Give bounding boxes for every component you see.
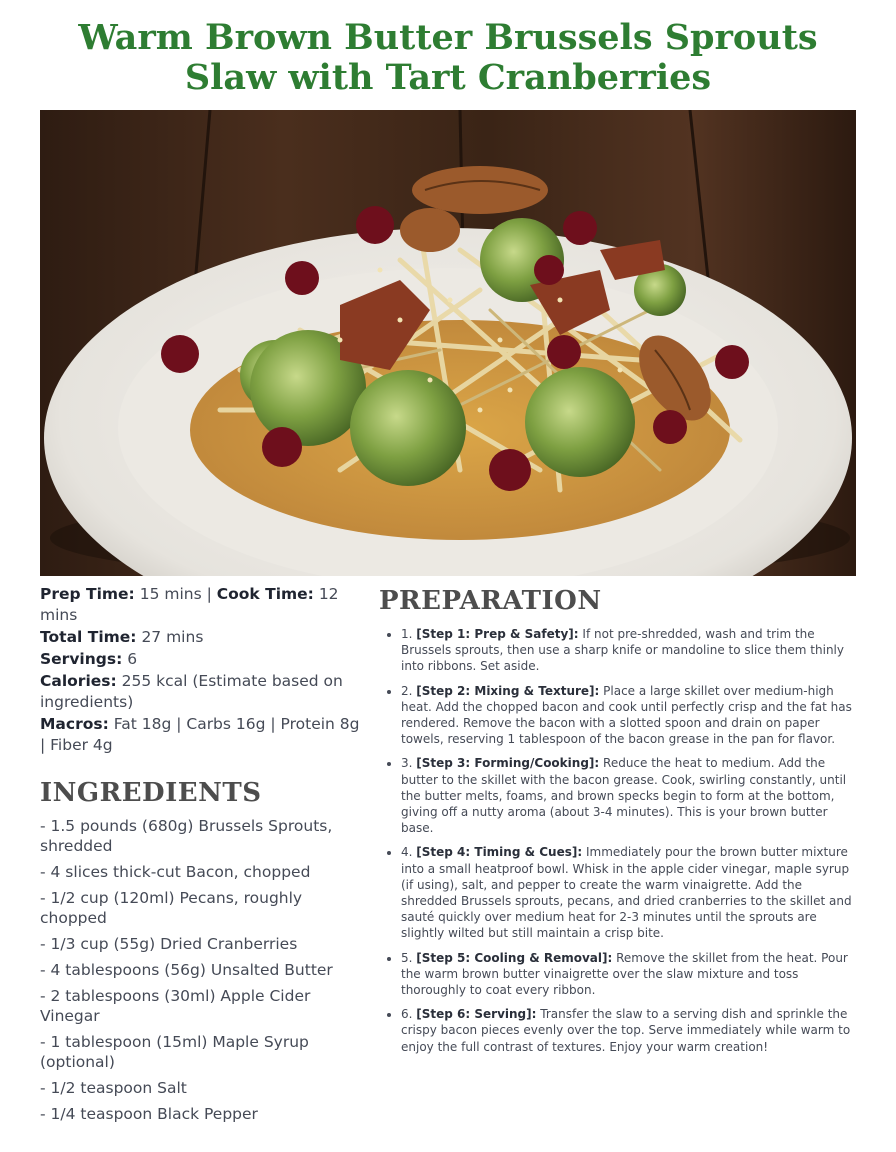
prep-time: 15 mins xyxy=(139,585,202,603)
step-label: [Step 6: Serving]: xyxy=(416,1007,537,1022)
step-label: [Step 2: Mixing & Texture]: xyxy=(416,683,600,698)
total-time-line: Total Time: 27 mins xyxy=(40,628,204,646)
step-item: • 1. [Step 1: Prep & Safety]: If not pre-shredded, wash and trim the Brussels sprouts, then use a sharp knife or mandoline to slice them thinly into ribbons. Set aside. xyxy=(401,626,856,675)
ingredient-item: - 4 slices thick-cut Bacon, chopped xyxy=(40,863,311,881)
total-time: 27 mins xyxy=(141,628,204,646)
servings: 6 xyxy=(127,650,138,668)
ingredients-heading: INGREDIENTS xyxy=(40,778,262,808)
step-label: [Step 5: Cooling & Removal]: xyxy=(416,950,613,965)
step-label: [Step 3: Forming/Cooking]: xyxy=(416,756,600,771)
step-text: Immediately pour the brown butter mixture into a small heatproof bowl. Whisk in the apple cider vinegar, maple syrup (if using), salt, and pepper to create the warm vinaigrette. Add the shredded Brussels sprouts, pecans, and dried cranberries to the skillet and sauté quickly over medium heat for 2-3 minutes until the sprouts are slightly wilted but still maintain a crisp bite. xyxy=(401,845,852,941)
step-text: If not pre-shredded, wash and trim the Brussels sprouts, then use a sharp knife or mandoline to slice them thinly into ribbons. Set aside. xyxy=(401,627,844,674)
macros: Fat 18g | Carbs 16g | Protein 8g | Fiber 4g xyxy=(40,715,360,754)
step-label: [Step 4: Timing & Cues]: xyxy=(416,845,583,860)
step-text: Reduce the heat to medium. Add the butter to the skillet with the bacon grease. Cook, swirling constantly, until the butter melts, foams, and brown specks begin to form at the bottom, giving off a nutty aroma (about 3-4 minutes). This is your brown butter base. xyxy=(401,756,847,836)
step-text: Place a large skillet over medium-high heat. Add the chopped bacon and cook until perfectly crisp and the fat has rendered. Remove the bacon with a slotted spoon and drain on paper towels, reserving 1 tablespoon of the bacon grease in the pan for flavor. xyxy=(401,683,852,747)
calories-line: Calories: 255 kcal (Estimate based on ingredients) xyxy=(40,672,343,711)
step-item: • 5. [Step 5: Cooling & Removal]: Remove the skillet from the heat. Pour the warm brown butter vinaigrette over the slaw mixture and toss thoroughly to coat every ribbon. xyxy=(401,950,856,999)
ingredient-item: - 1/2 cup (120ml) Pecans, roughly chopped xyxy=(40,889,303,927)
preparation-heading: PREPARATION xyxy=(379,586,602,616)
recipe-meta xyxy=(40,584,362,756)
step-text: Transfer the slaw to a serving dish and sprinkle the crispy bacon pieces evenly over the top. Serve immediately while warm to enjoy the full contrast of textures. Enjoy your warm creation! xyxy=(401,1007,851,1054)
step-item: • 4. [Step 4: Timing & Cues]: Immediately pour the brown butter mixture into a small heatproof bowl. Whisk in the apple cider vinegar, maple syrup (if using), salt, and pepper to create the warm vinaigrette. Add the shredded Brussels sprouts, pecans, and dried cranberries to the skillet and sauté quickly over medium heat for 2-3 minutes until the sprouts are slightly wilted but still maintain a crisp bite. xyxy=(401,844,856,941)
recipe-photo xyxy=(40,110,856,576)
cook-time: 12 mins xyxy=(40,585,339,624)
step-label: [Step 1: Prep & Safety]: xyxy=(416,627,579,641)
step-item: • 6. [Step 6: Serving]: Transfer the slaw to a serving dish and sprinkle the crispy bacon pieces evenly over the top. Serve immediately while warm to enjoy the full contrast of textures. Enjoy your warm creation! xyxy=(401,1006,856,1055)
step-item: • 2. [Step 2: Mixing & Texture]: Place a large skillet over medium-high heat. Add the chopped bacon and cook until perfectly crisp and the fat has rendered. Remove the bacon with a slotted spoon and drain on paper towels, reserving 1 tablespoon of the bacon grease in the pan for flavor. xyxy=(401,683,856,748)
step-item: • 3. [Step 3: Forming/Cooking]: Reduce the heat to medium. Add the butter to the skillet with the bacon grease. Cook, swirling constantly, until the butter melts, foams, and brown specks begin to form at the bottom, giving off a nutty aroma (about 3-4 minutes). This is your brown butter base. xyxy=(401,755,856,836)
time-line: Prep Time: 15 mins | Cook Time: 12 mins xyxy=(40,585,339,624)
calories: 255 kcal (Estimate based on ingredients) xyxy=(40,672,343,711)
ingredient-item: - 1 tablespoon (15ml) Maple Syrup (optional) xyxy=(40,1033,309,1071)
macros-line: Macros: Fat 18g | Carbs 16g | Protein 8g | Fiber 4g xyxy=(40,715,360,754)
step-text: Remove the skillet from the heat. Pour the warm brown butter vinaigrette over the slaw mixture and toss thoroughly to coat every ribbon. xyxy=(401,950,848,998)
ingredient-item: - 1/4 teaspoon Black Pepper xyxy=(40,1105,258,1123)
ingredient-item: - 1.5 pounds (680g) Brussels Sprouts, shredded xyxy=(40,817,333,855)
ingredient-item: - 1/2 teaspoon Salt xyxy=(40,1079,187,1097)
ingredient-item: - 2 tablespoons (30ml) Apple Cider Vinegar xyxy=(40,987,311,1025)
ingredient-item: - 1/3 cup (55g) Dried Cranberries xyxy=(40,935,298,953)
preparation-steps xyxy=(379,626,856,1055)
ingredients-list xyxy=(40,816,362,1124)
servings-line: Servings: 6 xyxy=(40,650,138,668)
recipe-details xyxy=(40,584,362,1130)
ingredient-item: - 4 tablespoons (56g) Unsalted Butter xyxy=(40,961,333,979)
recipe-title: Warm Brown Butter Brussels Sprouts Slaw with Tart Cranberries xyxy=(78,17,818,98)
preparation-section xyxy=(379,584,856,1063)
